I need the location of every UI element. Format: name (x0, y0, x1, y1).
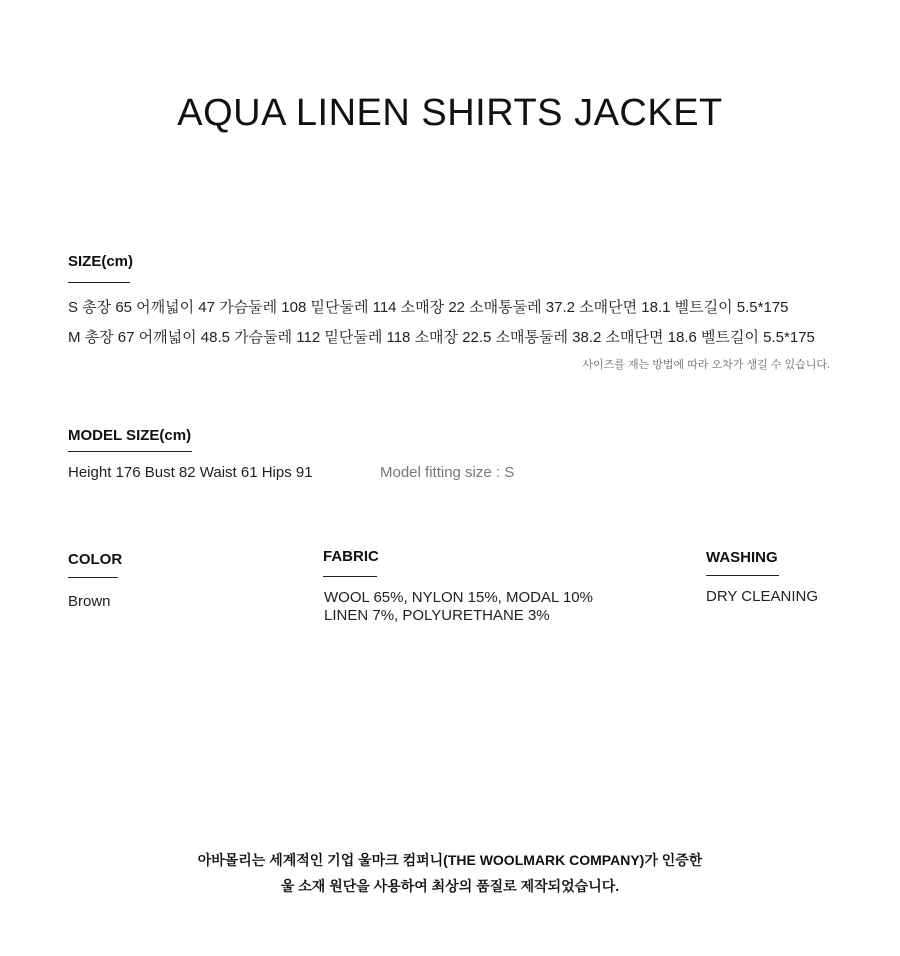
size-heading: SIZE(cm) (68, 253, 134, 270)
fabric-line-2: LINEN 7%, POLYURETHANE 3% (324, 607, 550, 624)
color-heading: COLOR (68, 551, 123, 568)
model-measurements: Height 176 Bust 82 Waist 61 Hips 91 (68, 464, 313, 481)
footer-line-2: 울 소재 원단을 사용하여 최상의 품질로 제작되었습니다. (280, 878, 620, 894)
model-size-heading-rule (68, 451, 192, 452)
page-title: AQUA LINEN SHIRTS JACKET (177, 92, 723, 134)
washing-heading: WASHING (706, 549, 778, 566)
washing-heading-rule (706, 575, 779, 576)
fabric-heading: FABRIC (323, 548, 379, 565)
model-size-heading: MODEL SIZE(cm) (68, 427, 192, 444)
size-row-s: S 총장 65 어깨넓이 47 가슴둘레 108 밑단둘레 114 소매장 22 소매통둘레 37.2 소매단면 18.1 벨트길이 5.5*175 (68, 299, 789, 316)
size-row-m: M 총장 67 어깨넓이 48.5 가슴둘레 112 밑단둘레 118 소매장 22.5 소매통둘레 38.2 소매단면 18.6 벨트길이 5.5*175 (68, 329, 815, 346)
color-heading-rule (68, 577, 118, 578)
fabric-line-1: WOOL 65%, NYLON 15%, MODAL 10% (324, 589, 593, 606)
washing-value: DRY CLEANING (706, 588, 818, 605)
color-value: Brown (68, 593, 111, 610)
footer-line-1: 아바몰리는 세계적인 기업 울마크 컴퍼니(THE WOOLMARK COMPANY)가 인증한 (197, 852, 703, 868)
fabric-heading-rule (323, 576, 377, 577)
size-heading-rule (68, 282, 130, 283)
size-note: 사이즈를 재는 방법에 따라 오차가 생길 수 있습니다. (582, 359, 830, 371)
model-fitting-size: Model fitting size : S (380, 464, 515, 481)
